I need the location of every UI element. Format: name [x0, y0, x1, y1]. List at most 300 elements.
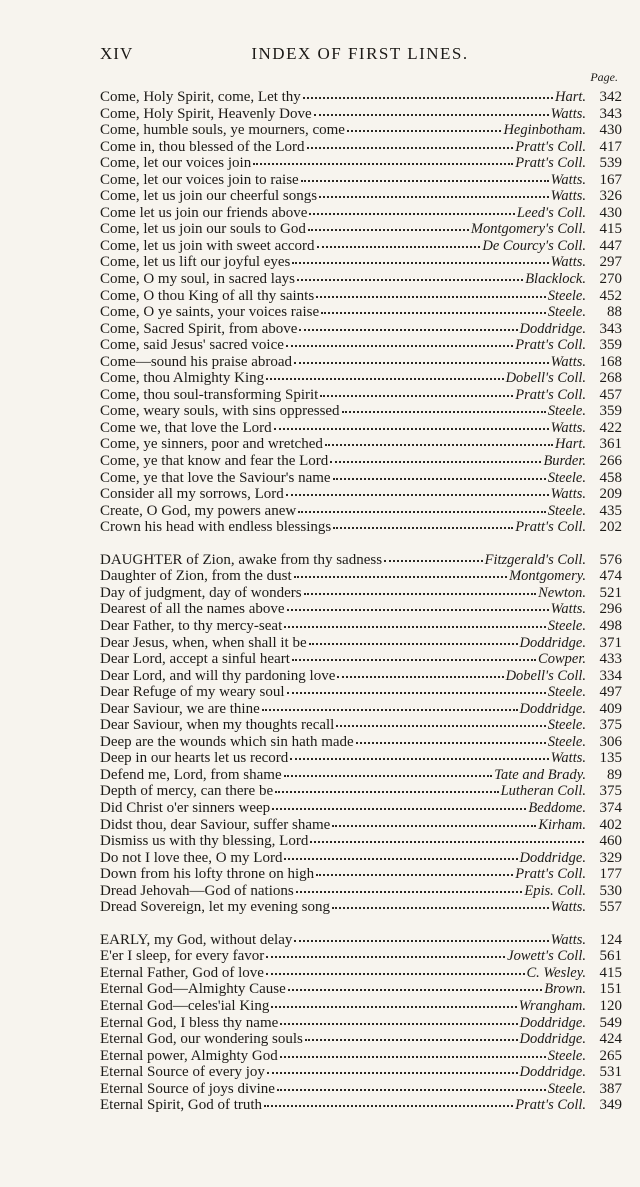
first-line: Deep in our hearts let us record: [100, 750, 289, 767]
author-source: Watts.: [550, 750, 586, 767]
page-number: 359: [599, 403, 622, 420]
first-line: Dear Jesus, when, when shall it be: [100, 634, 307, 651]
page-number: 202: [599, 519, 622, 536]
index-entry: [100, 122, 622, 139]
dot-leader: [294, 575, 507, 578]
first-line: Didst thou, dear Saviour, suffer shame: [100, 816, 331, 833]
index-entry: [100, 800, 622, 817]
author-source: Montgomery.: [509, 568, 586, 585]
dot-leader: [271, 1005, 516, 1008]
dot-leader: [307, 146, 514, 149]
first-line: Create, O God, my powers anew: [100, 502, 297, 519]
dot-leader: [264, 1104, 513, 1107]
author-source: Doddridge.: [519, 1064, 586, 1081]
author-source: Watts.: [550, 899, 586, 916]
first-line: Eternal God—Almighty Cause: [100, 981, 286, 998]
author-source: Doddridge.: [519, 1031, 586, 1048]
page-number: 549: [599, 1014, 622, 1031]
index-section: [100, 552, 622, 916]
first-line: Dear Saviour, when my thoughts recall: [100, 717, 335, 734]
first-line: Eternal God—celes'ial King: [100, 997, 270, 1014]
page-number: 474: [599, 568, 622, 585]
page-number: 498: [599, 617, 622, 634]
first-line: Come, let us join with sweet accord: [100, 237, 315, 254]
dot-leader: [286, 344, 513, 347]
author-source: Watts.: [550, 353, 586, 370]
index-entry: [100, 155, 622, 172]
index-entry: [100, 767, 622, 784]
author-source: Steele.: [547, 403, 586, 420]
dot-leader: [330, 460, 541, 463]
dot-leader: [310, 840, 584, 843]
author-source: Beddome.: [528, 799, 586, 816]
author-source: Watts.: [550, 931, 586, 948]
page-number: 576: [599, 551, 622, 568]
page-number: 268: [599, 370, 622, 387]
author-source: Steele.: [547, 469, 586, 486]
dot-leader: [384, 559, 483, 562]
author-source: Watts.: [550, 254, 586, 271]
author-source: Watts.: [550, 419, 586, 436]
first-line: Come, ye sinners, poor and wretched: [100, 436, 323, 453]
index-entry: [100, 932, 622, 949]
author-source: Watts.: [550, 171, 586, 188]
first-line: EARLY, my God, without delay: [100, 931, 293, 948]
first-line: Do not I love thee, O my Lord: [100, 849, 283, 866]
index-entry: [100, 221, 622, 238]
page-number: 458: [599, 469, 622, 486]
first-line: Come, Holy Spirit, Heavenly Dove: [100, 105, 312, 122]
dot-leader: [280, 1022, 517, 1025]
author-source: Pratt's Coll.: [515, 1097, 586, 1114]
page-number: 343: [599, 320, 622, 337]
page-number: 359: [599, 337, 622, 354]
page-number: 452: [599, 287, 622, 304]
author-source: Steele.: [547, 502, 586, 519]
author-source: Pratt's Coll.: [515, 519, 586, 536]
dot-leader: [280, 1055, 546, 1058]
index-entry: [100, 965, 622, 982]
dot-leader: [284, 857, 517, 860]
first-line: Dear Lord, and will thy pardoning love: [100, 667, 336, 684]
index-entry: [100, 387, 622, 404]
page-number: 168: [599, 353, 622, 370]
author-source: Leed's Coll.: [516, 204, 586, 221]
index-entry: [100, 585, 622, 602]
running-header: [100, 44, 620, 68]
page-number: 265: [599, 1047, 622, 1064]
first-line: Come let us join our friends above: [100, 204, 308, 221]
dot-leader: [287, 691, 546, 694]
index-entry: [100, 750, 622, 767]
first-line: Dear Lord, accept a sinful heart: [100, 651, 290, 668]
first-line: Day of judgment, day of wonders: [100, 584, 302, 601]
dot-leader: [332, 824, 536, 827]
author-source: Watts.: [550, 105, 586, 122]
author-source: Montgomery's Coll.: [470, 221, 586, 238]
dot-leader: [277, 1088, 546, 1091]
index-entry: [100, 668, 622, 685]
index-entry: [100, 354, 622, 371]
dot-leader: [325, 443, 553, 446]
index-entry: [100, 337, 622, 354]
page-number: 387: [599, 1080, 622, 1097]
first-line: Down from his lofty throne on high: [100, 866, 315, 883]
index-entry: [100, 684, 622, 701]
dot-leader: [299, 328, 517, 331]
author-source: Hart.: [554, 89, 586, 105]
index-entry: [100, 552, 622, 569]
index-entry: [100, 701, 622, 718]
dot-leader: [274, 427, 549, 430]
index-entry: [100, 1064, 622, 1081]
author-source: Pratt's Coll.: [515, 138, 586, 155]
first-line: Come, thou soul-transforming Spirit: [100, 386, 319, 403]
dot-leader: [262, 708, 518, 711]
dot-leader: [284, 774, 493, 777]
first-line: Come, ye that love the Saviour's name: [100, 469, 331, 486]
first-line: Eternal Source of joys divine: [100, 1080, 275, 1097]
first-line: Come, Holy Spirit, come, Let thy: [100, 89, 301, 105]
index-entry: [100, 238, 622, 255]
page-number: 124: [599, 931, 622, 948]
author-source: Burder.: [543, 453, 586, 470]
first-line: E'er I sleep, for every favor: [100, 948, 265, 965]
page-number: 430: [599, 204, 622, 221]
index-entry: [100, 519, 622, 536]
dot-leader: [287, 608, 549, 611]
first-line: Come, said Jesus' sacred voice: [100, 337, 284, 354]
dot-leader: [290, 757, 548, 760]
dot-leader: [296, 890, 523, 893]
dot-leader: [294, 939, 548, 942]
index-entry: [100, 139, 622, 156]
author-source: C. Wesley.: [526, 964, 586, 981]
index-entry: [100, 981, 622, 998]
page-number: 557: [599, 899, 622, 916]
page-number: 417: [599, 138, 622, 155]
first-line: Depth of mercy, can there be: [100, 783, 274, 800]
page-number: 539: [599, 155, 622, 172]
first-line: Dearest of all the names above: [100, 601, 285, 618]
author-source: Epis. Coll.: [524, 882, 586, 899]
page-number: 177: [599, 866, 622, 883]
first-line: Eternal Source of every joy: [100, 1064, 265, 1081]
author-source: Steele.: [547, 1080, 586, 1097]
page-number: 297: [599, 254, 622, 271]
index-entry: [100, 833, 622, 850]
first-line: Defend me, Lord, from shame: [100, 766, 282, 783]
dot-leader: [347, 129, 501, 132]
first-line: Come, Sacred Spirit, from above: [100, 320, 298, 337]
author-source: De Courcy's Coll.: [482, 237, 586, 254]
page-number: 329: [599, 849, 622, 866]
page-number: 209: [599, 486, 622, 503]
page-number: 561: [599, 948, 622, 965]
index-entry: [100, 998, 622, 1015]
first-line: DAUGHTER of Zion, awake from thy sadness: [100, 551, 383, 568]
first-line: Eternal Spirit, God of truth: [100, 1097, 263, 1114]
index-entry: [100, 1097, 622, 1114]
author-source: Wrangham.: [518, 997, 586, 1014]
page-number: 326: [599, 188, 622, 205]
page-number: 460: [599, 833, 622, 850]
dot-leader: [342, 410, 546, 413]
first-line: Come in, thou blessed of the Lord: [100, 138, 305, 155]
index-entry: [100, 1015, 622, 1032]
page-number: 296: [599, 601, 622, 618]
page-number: 435: [599, 502, 622, 519]
page-number: 457: [599, 386, 622, 403]
page-number: 497: [599, 684, 622, 701]
author-source: Doddridge.: [519, 700, 586, 717]
first-line: Daughter of Zion, from the dust: [100, 568, 292, 585]
index-entry: [100, 1048, 622, 1065]
page-number: 371: [599, 634, 622, 651]
index-entry: [100, 734, 622, 751]
index-entry: [100, 866, 622, 883]
author-source: Lutheran Coll.: [500, 783, 586, 800]
dot-leader: [292, 658, 536, 661]
page-number: 374: [599, 799, 622, 816]
first-line: Come, let us join our cheerful songs: [100, 188, 318, 205]
dot-leader: [301, 179, 549, 182]
dot-leader: [337, 675, 503, 678]
author-source: Watts.: [550, 601, 586, 618]
index-entry: [100, 453, 622, 470]
author-source: Pratt's Coll.: [515, 155, 586, 172]
index-entry: [100, 503, 622, 520]
index-entry: [100, 89, 622, 106]
dot-leader: [298, 510, 546, 513]
index-entry: [100, 635, 622, 652]
dot-leader: [304, 592, 536, 595]
page-title: INDEX OF FIRST LINES.: [251, 44, 469, 63]
first-line: Come, let our voices join: [100, 155, 252, 172]
first-line: Come, humble souls, ye mourners, come: [100, 122, 345, 139]
author-source: Brown.: [544, 981, 586, 998]
index-entry: [100, 783, 622, 800]
author-source: Pratt's Coll.: [515, 337, 586, 354]
dot-leader: [309, 642, 518, 645]
first-line: Come, O ye saints, your voices raise: [100, 304, 320, 321]
page-number: 415: [599, 964, 622, 981]
index-entry: [100, 254, 622, 271]
page-number: 375: [599, 783, 622, 800]
page-number: 447: [599, 237, 622, 254]
author-source: Fitzgerald's Coll.: [484, 551, 586, 568]
dot-leader: [305, 1038, 518, 1041]
page-number: 349: [599, 1097, 622, 1114]
index-entry: [100, 601, 622, 618]
page-number: 424: [599, 1031, 622, 1048]
index-entry: [100, 188, 622, 205]
page-number: 89: [607, 766, 622, 783]
index-entry: [100, 106, 622, 123]
author-source: Steele.: [547, 304, 586, 321]
page-number: 120: [599, 997, 622, 1014]
author-source: Steele.: [547, 733, 586, 750]
author-source: Dobell's Coll.: [505, 667, 586, 684]
dot-leader: [332, 906, 549, 909]
dot-leader: [314, 113, 549, 116]
index-entry: [100, 420, 622, 437]
author-source: Doddridge.: [519, 320, 586, 337]
first-line: Dear Father, to thy mercy-seat: [100, 617, 283, 634]
page-number: 430: [599, 122, 622, 139]
first-line: Come, let us lift our joyful eyes: [100, 254, 291, 271]
first-line: Dread Sovereign, let my evening song: [100, 899, 330, 916]
page-number: 375: [599, 717, 622, 734]
dot-leader: [308, 228, 469, 231]
page-number: 343: [599, 105, 622, 122]
index-entry: [100, 883, 622, 900]
index-entry: [100, 288, 622, 305]
first-line: Come we, that love the Lord: [100, 419, 272, 436]
dot-leader: [267, 1071, 518, 1074]
author-source: Pratt's Coll.: [515, 866, 586, 883]
index-entry: [100, 1031, 622, 1048]
author-source: Heginbotham.: [503, 122, 586, 139]
dot-leader: [333, 477, 546, 480]
first-line: Did Christ o'er sinners weep: [100, 799, 271, 816]
page-number: 531: [599, 1064, 622, 1081]
first-line: Come, let our voices join to raise: [100, 171, 299, 188]
index-entry: [100, 304, 622, 321]
index-section: [100, 932, 622, 1114]
author-source: Doddridge.: [519, 1014, 586, 1031]
author-source: Dobell's Coll.: [505, 370, 586, 387]
dot-leader: [303, 96, 553, 99]
page-number: 306: [599, 733, 622, 750]
dot-leader: [266, 377, 503, 380]
page-number: 409: [599, 700, 622, 717]
first-line: Dismiss us with thy blessing, Lord: [100, 833, 309, 850]
first-line: Dear Saviour, we are thine: [100, 700, 260, 717]
first-line: Come, weary souls, with sins oppressed: [100, 403, 340, 420]
dot-leader: [292, 261, 548, 264]
first-line: Come, thou Almighty King: [100, 370, 265, 387]
author-source: Jowett's Coll.: [507, 948, 586, 965]
page-number: 530: [599, 882, 622, 899]
author-source: Cowper.: [538, 651, 586, 668]
page-column-label: Page.: [590, 70, 618, 84]
first-line: Come, ye that know and fear the Lord: [100, 453, 329, 470]
page-number: 422: [599, 419, 622, 436]
author-source: Blacklock.: [525, 271, 586, 288]
dot-leader: [356, 741, 546, 744]
index-entry: [100, 618, 622, 635]
author-source: Steele.: [547, 717, 586, 734]
index-entry: [100, 436, 622, 453]
dot-leader: [316, 295, 546, 298]
index-entry: [100, 850, 622, 867]
author-source: Steele.: [547, 287, 586, 304]
page-number: 415: [599, 221, 622, 238]
dot-leader: [336, 724, 545, 727]
page-numeral: XIV: [100, 44, 134, 63]
author-source: Pratt's Coll.: [515, 386, 586, 403]
dot-leader: [288, 988, 542, 991]
page-number: 334: [599, 667, 622, 684]
page-number: 270: [599, 271, 622, 288]
author-source: Tate and Brady.: [494, 766, 586, 783]
dot-leader: [321, 311, 546, 314]
first-line: Come, O thou King of all thy saints: [100, 287, 315, 304]
index-entry: [100, 321, 622, 338]
dot-leader: [275, 790, 498, 793]
first-line: Come, O my soul, in sacred lays: [100, 271, 295, 288]
author-source: Watts.: [550, 188, 586, 205]
author-source: Kirham.: [538, 816, 586, 833]
first-line: Eternal God, I bless thy name: [100, 1014, 279, 1031]
dot-leader: [294, 361, 549, 364]
index-entry: [100, 899, 622, 916]
dot-leader: [316, 873, 513, 876]
index-entry: [100, 817, 622, 834]
page-number: 402: [599, 816, 622, 833]
index-entry: [100, 568, 622, 585]
first-line: Come—sound his praise abroad: [100, 353, 293, 370]
page-number: 342: [599, 89, 622, 105]
author-source: Newton.: [538, 584, 586, 601]
first-line: Crown his head with endless blessings: [100, 519, 332, 536]
dot-leader: [319, 195, 549, 198]
page-number: 135: [599, 750, 622, 767]
page-number: 361: [599, 436, 622, 453]
dot-leader: [297, 278, 523, 281]
dot-leader: [266, 972, 525, 975]
index-entry: [100, 1081, 622, 1098]
page-number: 151: [599, 981, 622, 998]
index-entry: [100, 651, 622, 668]
dot-leader: [333, 526, 513, 529]
author-source: Steele.: [547, 684, 586, 701]
index-entry: [100, 172, 622, 189]
author-source: Watts.: [550, 486, 586, 503]
first-line: Eternal Father, God of love: [100, 964, 264, 981]
index-entry: [100, 717, 622, 734]
index-entry: [100, 403, 622, 420]
dot-leader: [320, 394, 513, 397]
index-entry: [100, 486, 622, 503]
author-source: Doddridge.: [519, 849, 586, 866]
author-source: Steele.: [547, 617, 586, 634]
dot-leader: [309, 212, 514, 215]
dot-leader: [272, 807, 526, 810]
page-number: 88: [607, 304, 622, 321]
index-entry: [100, 370, 622, 387]
page-number: 433: [599, 651, 622, 668]
dot-leader: [317, 245, 481, 248]
page-number: 521: [599, 584, 622, 601]
dot-leader: [286, 493, 549, 496]
index-list: [100, 89, 622, 1114]
first-line: Dread Jehovah—God of nations: [100, 882, 294, 899]
dot-leader: [284, 625, 546, 628]
dot-leader: [253, 162, 513, 165]
first-line: Come, let us join our souls to God: [100, 221, 306, 238]
index-entry: [100, 470, 622, 487]
author-source: Steele.: [547, 1047, 586, 1064]
first-line: Dear Refuge of my weary soul: [100, 684, 285, 701]
index-section: [100, 89, 622, 536]
index-entry: [100, 271, 622, 288]
author-source: Doddridge.: [519, 634, 586, 651]
dot-leader: [266, 955, 505, 958]
first-line: Deep are the wounds which sin hath made: [100, 733, 354, 750]
page-number: 266: [599, 453, 622, 470]
